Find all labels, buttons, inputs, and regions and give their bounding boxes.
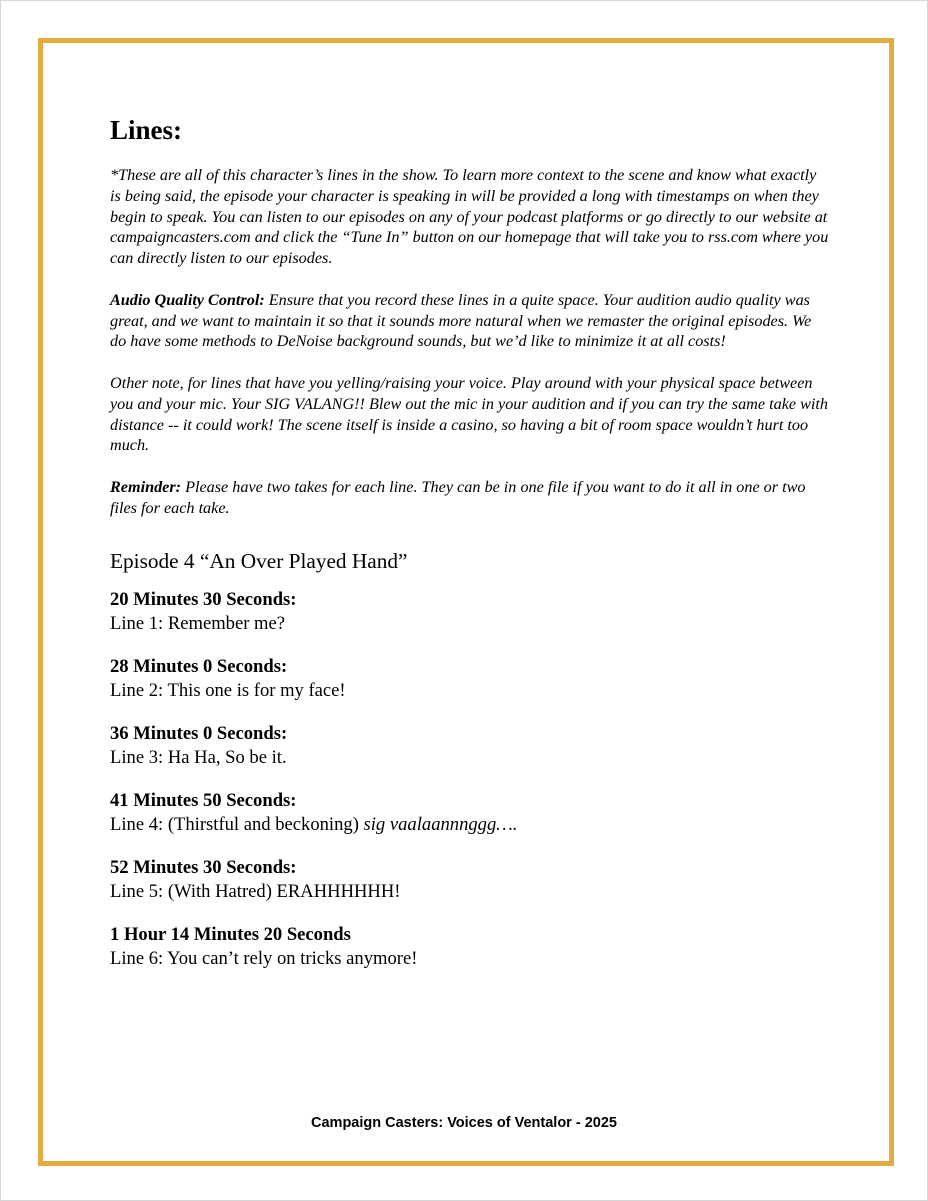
line-entry (110, 588, 830, 637)
line-entry (110, 722, 830, 771)
line-text: Line 6: You can’t rely on tricks anymore! (110, 948, 418, 970)
line-text: Line 1: Remember me? (110, 613, 286, 635)
audio-quality-text: Ensure that you record these lines in a quite space. Your audition audio quality was great, and we want to maintain it so that it sounds more natural when we remaster the original episodes. We do have some methods to DeNoise background sounds, but we’d like to minimize it at all costs! (110, 290, 812, 351)
line-entry (110, 856, 830, 905)
audio-quality-label: Audio Quality Control: (110, 290, 265, 309)
line-text: Line 2: This one is for my face! (110, 680, 346, 702)
line-timestamp: 28 Minutes 0 Seconds: (110, 655, 288, 677)
intro-paragraph: *These are all of this character’s lines in the show. To learn more context to the scene and know what exactly is being said, the episode your character is speaking in will be provided a long with timestamps on when they begin to speak. You can listen to our episodes on any of your podcast platforms or go directly to our website at campaigncasters.com and click the “Tune In” button on our homepage that will take you to rss.com where you can directly listen to our episodes. (110, 166, 829, 268)
line-entry (110, 655, 830, 704)
page-footer: Campaign Casters: Voices of Ventalor - 2025 (311, 1115, 617, 1131)
line-timestamp: 1 Hour 14 Minutes 20 Seconds (110, 923, 351, 945)
line-entry (110, 923, 830, 972)
line-timestamp: 52 Minutes 30 Seconds: (110, 856, 297, 878)
line-timestamp: 41 Minutes 50 Seconds: (110, 789, 297, 811)
line-entry (110, 789, 830, 838)
line-timestamp: 36 Minutes 0 Seconds: (110, 722, 288, 744)
episode-title: Episode 4 “An Over Played Hand” (110, 548, 408, 573)
page-content (110, 110, 830, 972)
reminder-paragraph (110, 477, 830, 519)
line-text: Line 5: (With Hatred) ERAHHHHHH! (110, 881, 401, 903)
audio-quality-paragraph (110, 290, 830, 352)
line-text: Line 3: Ha Ha, So be it. (110, 747, 287, 769)
other-note-paragraph: Other note, for lines that have you yelling/raising your voice. Play around with your physical space between you and your mic. Your SIG VALANG!! Blew out the mic in your audition and if you can try the same take with distance -- it could work! The scene itself is inside a casino, so having a bit of room space wouldn’t hurt too much. (110, 373, 829, 455)
line-timestamp: 20 Minutes 30 Seconds: (110, 588, 297, 610)
page-title: Lines: (110, 115, 183, 145)
line-text: Line 4: (Thirstful and beckoning) sig vaalaannnggg…. (110, 814, 518, 836)
reminder-text: Please have two takes for each line. They can be in one file if you want to do it all in one or two files for each take. (110, 477, 806, 517)
reminder-label: Reminder: (110, 477, 182, 496)
lines-list (110, 588, 830, 972)
